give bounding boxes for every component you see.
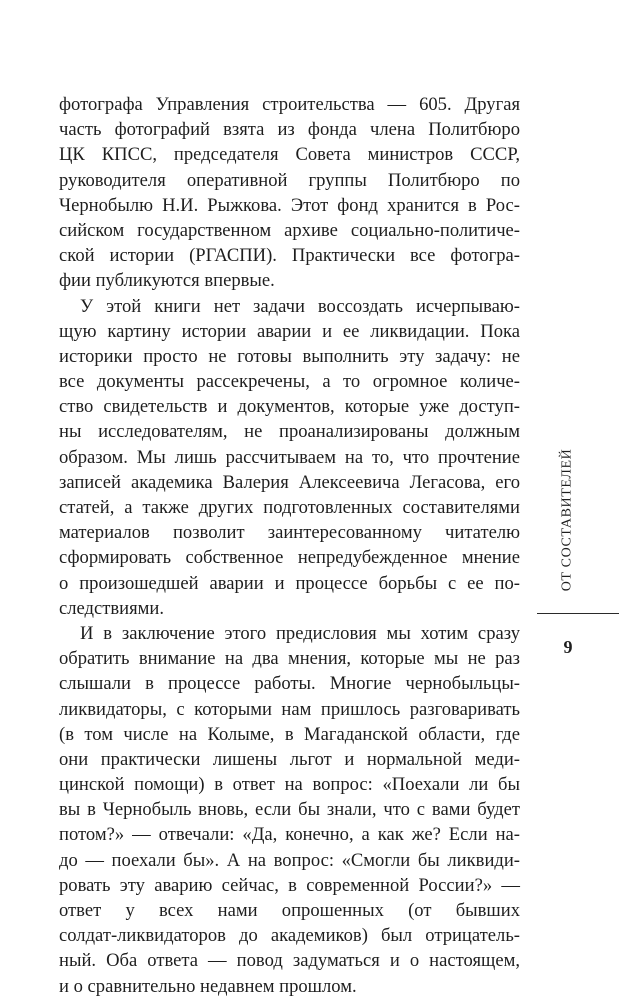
text-line: щую картину истории аварии и ее ликвидации. Пока xyxy=(59,320,520,342)
text-line: ны исследователям, не проанализированы должным xyxy=(59,421,520,443)
running-head-text: ОТ СОСТАВИТЕЛЕЙ xyxy=(559,448,575,592)
text-line: ответ у всех нами опрошенных (от бывших xyxy=(59,900,520,921)
text-line: записей академика Валерия Алексеевича Легасова, его xyxy=(59,471,520,493)
text-line: солдат-ликвидаторов до академиков) был отрицатель- xyxy=(59,925,520,947)
text-line: сийском государственном архиве социально-политиче- xyxy=(59,219,520,241)
paragraph-first-line: У этой книги нет задачи воссоздать исчерпываю- xyxy=(80,295,520,317)
text-line: и о сравнительно недавнем прошлом. xyxy=(59,975,357,997)
text-line: о произошедшей аварии и процессе борьбы с ее по- xyxy=(59,572,520,594)
text-line: до — поехали бы». А на вопрос: «Смогли бы ликвиди- xyxy=(59,849,520,871)
text-line: историки просто не готовы выполнить эту задачу: не xyxy=(59,345,520,367)
body-text xyxy=(59,92,520,999)
text-line: цинской помощи) в ответ на вопрос: «Поехали ли бы xyxy=(59,774,520,796)
text-line: статей, а также других подготовленных составителями xyxy=(59,497,520,518)
text-line: руководителя оперативной группы Политбюро по xyxy=(59,169,520,191)
text-line: часть фотографий взята из фонда члена Политбюро xyxy=(59,119,520,141)
paragraph-first-line: И в заключение этого предисловия мы хотим сразу xyxy=(80,622,520,644)
text-line: ство свидетельств и документов, которые уже доступ- xyxy=(59,396,520,418)
margin-rule xyxy=(537,613,619,614)
text-line: образом. Мы лишь рассчитываем на то, что прочтение xyxy=(59,446,520,468)
text-line: они практически лишены льгот и нормальной меди- xyxy=(59,748,520,770)
text-line: сформировать собственное непредубежденное мнение xyxy=(59,547,520,569)
text-line: ровать эту аварию сейчас, в современной России?» — xyxy=(59,874,520,896)
text-line: потом?» — отвечали: «Да, конечно, а как же? Если на- xyxy=(59,824,520,846)
text-line: ской истории (РГАСПИ). Практически все фотогра- xyxy=(59,245,520,267)
text-line: фии публикуются впервые. xyxy=(59,270,275,292)
text-line: ный. Оба ответа — повод задуматься и о настоящем, xyxy=(59,950,520,972)
text-line: следствиями. xyxy=(59,597,165,619)
text-line: Чернобылю Н.И. Рыжкова. Этот фонд хранится в Рос- xyxy=(59,194,520,216)
text-line: все документы рассекречены, а то огромное количе- xyxy=(59,371,520,393)
running-head xyxy=(555,445,579,595)
text-line: фотографа Управления строительства — 605. Другая xyxy=(59,94,520,115)
text-line: материалов позволит заинтересованному читателю xyxy=(59,522,520,544)
text-line: слышали в процессе работы. Многие чернобыльцы- xyxy=(59,673,520,695)
page-number: 9 xyxy=(563,637,573,657)
text-line: (в том числе на Колыме, в Магаданской области, где xyxy=(59,723,520,745)
text-line: ликвидаторы, с которыми нам пришлось разговаривать xyxy=(59,698,520,720)
text-line: ЦК КПСС, председателя Совета министров СССР, xyxy=(59,144,520,166)
text-line: вы в Чернобыль вновь, если бы знали, что с вами будет xyxy=(59,799,520,821)
text-line: обратить внимание на два мнения, которые мы не раз xyxy=(59,648,520,670)
